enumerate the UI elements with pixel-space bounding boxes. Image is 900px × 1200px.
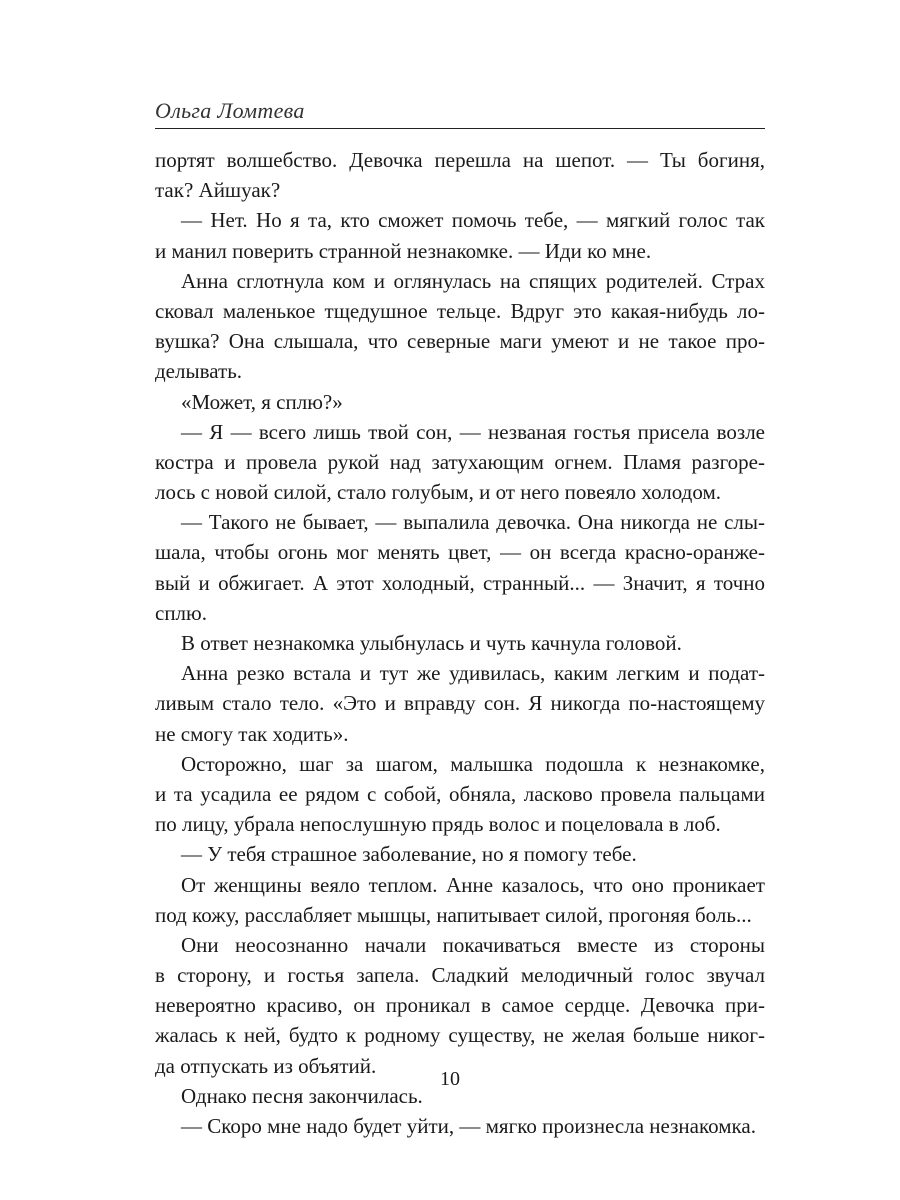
text-line: — У тебя страшное заболевание, но я помогу тебе.	[181, 842, 637, 867]
author-name: Ольга Ломтева	[155, 98, 305, 123]
text-line: под кожу, расслабляет мышцы, напитывает силой, прогоняя боль...	[155, 902, 752, 927]
text-line: сковал маленькое тщедушное тельце. Вдруг это какая-нибудь ло-	[155, 298, 765, 323]
text-line: вый и обжигает. А этот холодный, странный... — Значит, я точно	[155, 570, 765, 595]
text-line: — Скоро мне надо будет уйти, — мягко произнесла незнакомка.	[181, 1114, 756, 1138]
page-number: 10	[440, 1068, 460, 1090]
text-line: костра и провела рукой над затухающим огнем. Пламя разгоре-	[155, 449, 765, 474]
text-line: — Я — всего лишь твой сон, — незваная гостья присела возле	[181, 419, 765, 444]
text-line: От женщины веяло теплом. Анне казалось, что оно проникает	[181, 872, 765, 897]
text-line: лось с новой силой, стало голубым, и от него повеяло холодом.	[155, 480, 721, 505]
text-line: Анна сглотнула ком и оглянулась на спящих родителей. Страх	[181, 268, 765, 293]
running-header	[155, 98, 765, 129]
text-line: «Может, я сплю?»	[181, 389, 343, 414]
text-line: не смогу так ходить».	[155, 721, 349, 746]
text-line: Они неосознанно начали покачиваться вместе из стороны	[181, 932, 765, 957]
text-line: Однако песня закончилась.	[181, 1083, 423, 1108]
body-text	[155, 145, 765, 1141]
text-line: В ответ незнакомка улыбнулась и чуть качнула головой.	[181, 631, 682, 655]
text-line: жалась к ней, будто к родному существу, не желая больше никог-	[155, 1023, 765, 1048]
text-line: да отпускать из объятий.	[155, 1053, 377, 1078]
text-line: Анна резко встала и тут же удивилась, каким легким и подат-	[181, 661, 765, 686]
text-line: вушка? Она слышала, что северные маги умеют и не такое про-	[155, 329, 765, 354]
text-line: — Такого не бывает, — выпалила девочка. Она никогда не слы-	[181, 510, 765, 535]
text-line: делывать.	[155, 359, 243, 384]
text-line: невероятно красиво, он проникал в самое сердце. Девочка при-	[155, 993, 765, 1018]
text-line: Осторожно, шаг за шагом, малышка подошла к незнакомке,	[181, 751, 765, 776]
text-line: сплю.	[155, 600, 207, 625]
text-line: портят волшебство. Девочка перешла на шепот. — Ты богиня,	[155, 148, 765, 172]
text-line: так? Айшуак?	[155, 178, 281, 203]
text-line: шала, чтобы огонь мог менять цвет, — он всегда красно-оранже-	[155, 540, 765, 565]
text-line: по лицу, убрала непослушную прядь волос и поцеловала в лоб.	[155, 812, 721, 837]
text-line: и манил поверить странной незнакомке. — Иди ко мне.	[155, 238, 652, 263]
text-line: ливым стало тело. «Это и вправду сон. Я никогда по-настоящему	[155, 691, 765, 716]
text-line: — Нет. Но я та, кто сможет помочь тебе, — мягкий голос так	[181, 208, 765, 233]
text-line: в сторону, и гостья запела. Сладкий мелодичный голос звучал	[155, 963, 765, 988]
text-line: и та усадила ее рядом с собой, обняла, ласково провела пальцами	[155, 781, 765, 806]
